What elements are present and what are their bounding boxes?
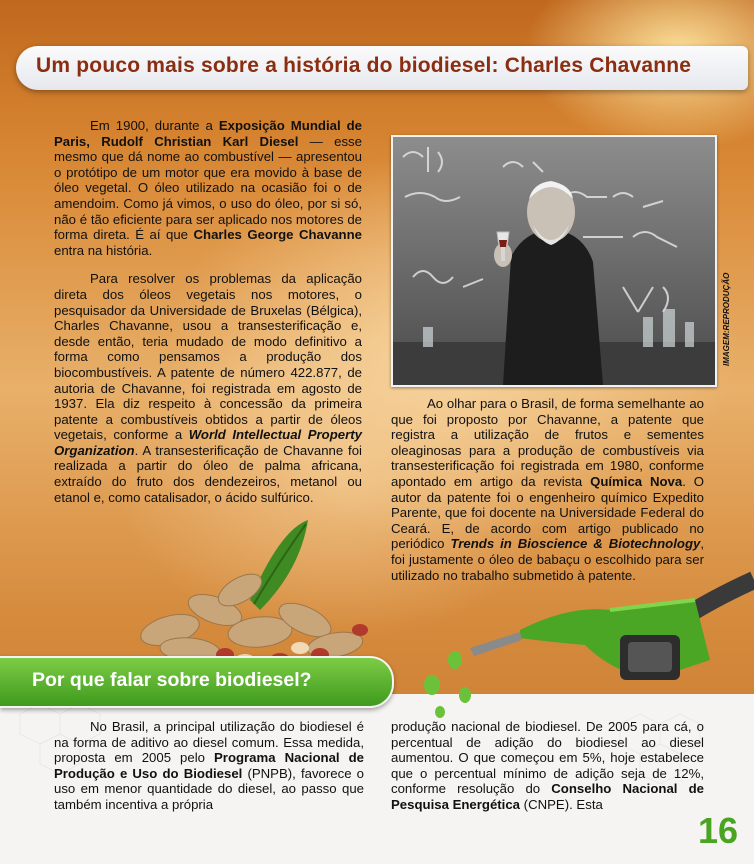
page-title: Um pouco mais sobre a história do biodiesel: Charles Chavanne: [36, 54, 692, 77]
section-column-left: [54, 719, 364, 813]
article-column-left: [54, 118, 362, 518]
paragraph-percentual: produção nacional de biodiesel. De 2005 para cá, o percentual de adição do biodiesel ao diesel aumentou. O que começou em 5%, hoje estabelece que o percentual mínimo de adição seja de 12%, conforme resolução do Conselho Nacional de Pesquisa Energética (CNPE). Esta: [391, 719, 704, 812]
page-number: 16: [698, 810, 739, 851]
photo-credit: IMAGEM:REPRODUÇÃO: [722, 272, 731, 366]
paragraph-exposicao: Em 1900, durante a Exposição Mundial de Paris, Rudolf Christian Karl Diesel — esse mesmo que dá nome ao combustível — apresentou o protótipo de um motor que era movido à base de óleo vegetal. O óleo utilizado na ocasião foi o de amendoim. Como já vimos, o uso do óleo, por si só, não é tão eficiente para ser aplicado nos motores de forma direta. É aí que Charles George Chavanne entra na história.: [54, 118, 363, 258]
header-bar: [16, 46, 748, 90]
paragraph-brasil: Ao olhar para o Brasil, de forma semelhante ao que foi proposto por Chavanne, a patente que registra a utilização de frutos e sementes oleaginosas para a produção de combustíveis via transesterificação foi registrada em 1980, conforme apontado em artigo da revista Química Nova. O autor da patente foi o engenheiro químico Expedito Parente, que foi docente na Universidade Federal do Ceará. E, de acordo com artigo publicado no periódico Trends in Bioscience & Biotechnology, foi justamente o óleo de babaçu o escolhido para ser utilizado no trabalho submetido à patente.: [391, 396, 705, 583]
paragraph-aditivo: No Brasil, a principal utilização do biodiesel é na forma de aditivo ao diesel comum. Essa medida, proposta em 2005 pelo Programa Nacional de Produção e Uso do Biodiesel (PNPB), favorece o uso em menor quantidade do diesel, ao passo que também incentiva a própria: [54, 719, 364, 812]
chavanne-photo: [391, 135, 717, 387]
section-column-right: [391, 719, 704, 813]
section-title: Por que falar sobre biodiesel?: [32, 669, 312, 691]
section-bar: [0, 656, 394, 708]
paragraph-chavanne: Para resolver os problemas da aplicação direta dos óleos vegetais nos motores, o pesquisador da Universidade de Bruxelas (Bélgica), Charles Chavanne, usou a transesterificação e, desde então, teria mudado de modo definitivo a forma como pensamos a produção dos biocombustíveis. A patente de número 422.877, de autoria de Chavanne, foi registrada em agosto de 1937. Ela diz respeito à concessão da primeira patente a combustíveis obtidos a partir de óleos vegetais, conforme a World Intellectual Property Organization. A transesterificação de Chavanne foi realizada a partir do óleo de palma africana, extraído do fruto dos dendezeiros, metanol ou etanol e, como catalisador, o ácido sulfúrico.: [54, 271, 362, 505]
peanuts-illustration: [130, 520, 390, 670]
fuel-nozzle-illustration: [410, 560, 754, 720]
